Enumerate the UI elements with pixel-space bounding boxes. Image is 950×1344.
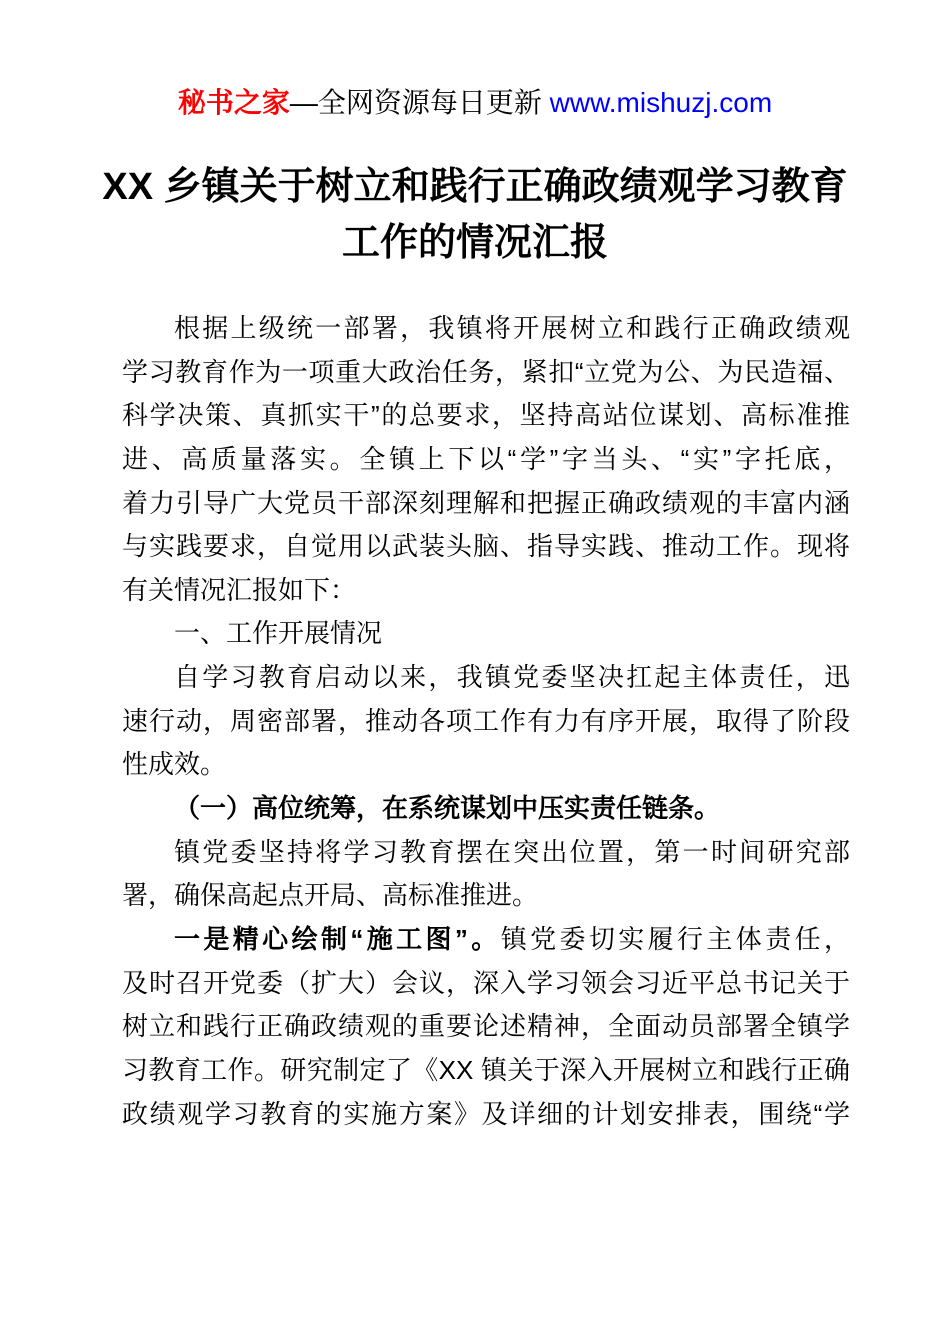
document-title xyxy=(0,159,950,271)
header-banner xyxy=(0,85,950,121)
title-line-2: 工作的情况汇报 xyxy=(341,222,608,264)
body-line xyxy=(122,918,850,962)
body-line xyxy=(122,1093,850,1137)
text-segment: 树立和践行正确政绩观的重要论述精神，全面动员部署全镇学 xyxy=(122,1011,850,1042)
site-tagline-text: —全网资源每日更新 xyxy=(289,87,550,118)
title-line-1: XX 乡镇关于树立和践行正确政绩观学习教育 xyxy=(102,166,848,208)
body-line xyxy=(122,612,850,656)
text-segment: 与实践要求，自觉用以武装头脑、指导实践、推动工作。现将 xyxy=(122,531,850,562)
text-segment: 科学决策、真抓实干”的总要求，坚持高站位谋划、高标准推 xyxy=(122,400,850,431)
body-line xyxy=(122,307,850,351)
text-segment: 学习教育作为一项重大政治任务，紧扣“立党为公、为民造福、 xyxy=(122,356,850,387)
text-segment: 一、工作开展情况 xyxy=(174,618,383,649)
body-line xyxy=(122,962,850,1006)
text-segment: （一）高位统筹，在系统谋划中压实责任链条。 xyxy=(174,793,721,824)
site-url-link[interactable]: www.mishuzj.com xyxy=(549,87,773,118)
body-line xyxy=(122,569,850,613)
text-segment: 镇党委切实履行主体责任， xyxy=(500,923,850,954)
body-line xyxy=(122,787,850,831)
text-segment: 进、高质量落实。全镇上下以“学”字当头、“实”字托底， xyxy=(122,443,850,474)
text-segment: 一是精心绘制“施工图”。 xyxy=(174,923,501,954)
body-line xyxy=(122,1005,850,1049)
text-segment: 镇党委坚持将学习教育摆在突出位置，第一时间研究部 xyxy=(174,836,850,867)
text-segment: 自学习教育启动以来，我镇党委坚决扛起主体责任，迅 xyxy=(174,662,850,693)
text-segment: 性成效。 xyxy=(122,749,227,780)
body-line xyxy=(122,394,850,438)
text-segment: 有关情况汇报如下： xyxy=(122,574,357,605)
site-name-text: 秘书之家 xyxy=(177,87,290,118)
body-line xyxy=(122,656,850,700)
body-line xyxy=(122,351,850,395)
body-line xyxy=(122,482,850,526)
text-segment: 及时召开党委（扩大）会议，深入学习领会习近平总书记关于 xyxy=(122,967,850,998)
text-segment: 根据上级统一部署，我镇将开展树立和践行正确政绩观 xyxy=(174,313,850,343)
body-line xyxy=(122,874,850,918)
body-line xyxy=(122,438,850,482)
document-body xyxy=(122,307,850,1136)
body-line xyxy=(122,743,850,787)
body-line xyxy=(122,525,850,569)
body-line xyxy=(122,700,850,744)
text-segment: 政绩观学习教育的实施方案》及详细的计划安排表，围绕“学 xyxy=(122,1098,850,1129)
text-segment: 习教育工作。研究制定了《XX 镇关于深入开展树立和践行正确 xyxy=(122,1054,850,1085)
text-segment: 速行动，周密部署，推动各项工作有力有序开展，取得了阶段 xyxy=(122,705,850,736)
text-segment: 着力引导广大党员干部深刻理解和把握正确政绩观的丰富内涵 xyxy=(122,487,850,518)
body-line xyxy=(122,1049,850,1093)
text-segment: 署，确保高起点开局、高标准推进。 xyxy=(122,880,539,911)
body-line xyxy=(122,831,850,875)
